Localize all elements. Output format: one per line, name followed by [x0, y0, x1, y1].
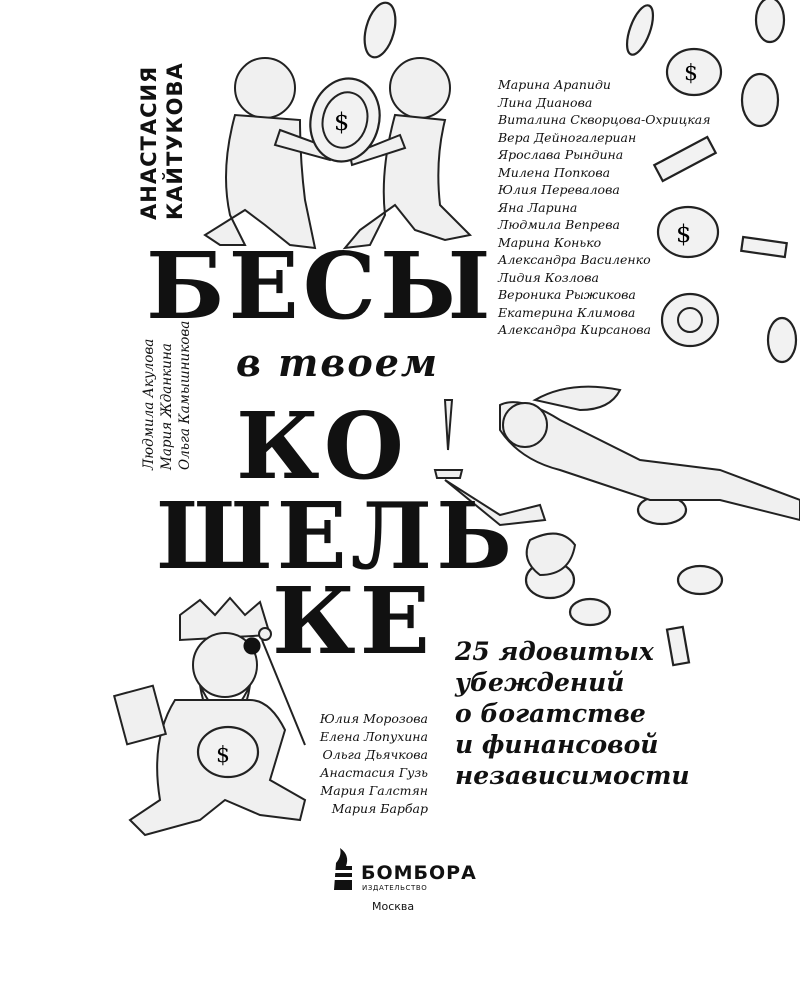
- tagline-line: 25 ядовитых: [455, 637, 654, 666]
- tagline-line: и финансовой: [455, 730, 659, 759]
- tagline: [455, 636, 690, 791]
- contributor: Юлия Морозова: [319, 711, 428, 726]
- coin-icon: [570, 599, 610, 625]
- bombora-logo-icon: [333, 848, 355, 890]
- coin-icon: [622, 2, 659, 58]
- coauthors-vertical: [140, 321, 194, 470]
- author-first-name: АНАСТАСИЯ: [137, 65, 161, 220]
- contributors-top: [498, 76, 711, 339]
- contributor: Лина Дианова: [498, 94, 593, 110]
- contributor: Александра Василенко: [498, 252, 651, 267]
- contributor: Екатерина Климова: [498, 304, 636, 320]
- contributor: Марина Конько: [498, 234, 602, 250]
- author-last-name: КАЙТУКОВА: [163, 62, 187, 220]
- svg-text:$: $: [216, 743, 230, 768]
- svg-text:$: $: [676, 220, 692, 248]
- coin-icon: [741, 237, 787, 257]
- contributor: Лидия Козлова: [498, 269, 599, 285]
- title-line-5: .КЕ: [236, 567, 434, 675]
- contributor: Ярослава Рындина: [498, 147, 624, 162]
- coin-icon: [678, 566, 722, 594]
- contributor: Юлия Перевалова: [498, 182, 620, 197]
- contributor: Яна Ларина: [498, 199, 578, 215]
- contributor: Александра Кирсанова: [498, 322, 651, 337]
- svg-text:$: $: [334, 108, 350, 136]
- contributor: Елена Лопухина: [319, 729, 428, 744]
- publisher-city: Москва: [372, 900, 415, 913]
- contributor: Анастасия Гузь: [320, 765, 428, 780]
- coin-icon: [742, 74, 778, 126]
- contributor: Вероника Рыжикова: [498, 287, 636, 302]
- contributor: Людмила Вепрева: [498, 217, 620, 232]
- contributor: Мария Галстян: [320, 783, 428, 798]
- title-line-4: ШЕЛЬ: [156, 482, 517, 590]
- contributor: Мария Барбар: [331, 801, 428, 816]
- coin-icon: [756, 0, 784, 42]
- contributors-bottom: [300, 710, 428, 818]
- tagline-line: о богатстве: [455, 699, 646, 728]
- coin-icon: [359, 0, 401, 61]
- title-line-3: КО: [236, 392, 408, 500]
- coauthor: Мария Жданкина: [159, 343, 175, 470]
- coauthor: Ольга Камышникова: [177, 320, 193, 470]
- tagline-line: убеждений: [455, 668, 625, 697]
- contributor: Марина Арапиди: [498, 77, 611, 92]
- contributor: Ольга Дьячкова: [322, 747, 428, 762]
- figures-with-coin-illustration: [205, 58, 470, 248]
- publisher-name: БОМБОРА: [361, 862, 477, 884]
- coin-icon: [768, 318, 796, 362]
- coauthor: Людмила Акулова: [141, 338, 157, 470]
- author-name: [136, 62, 188, 220]
- publisher-subtitle: ИЗДАТЕЛЬСТВО: [362, 884, 428, 892]
- svg-text:$: $: [684, 61, 698, 86]
- tagline-line: независимости: [455, 761, 690, 790]
- contributor: Милена Попкова: [498, 164, 611, 180]
- title-line-2: в твоем: [236, 340, 439, 385]
- contributor: Вера Дейногалериан: [498, 129, 637, 145]
- title-line-1: БЕСЫ: [146, 232, 495, 340]
- contributor: Виталина Скворцова-Охрицкая: [498, 112, 711, 127]
